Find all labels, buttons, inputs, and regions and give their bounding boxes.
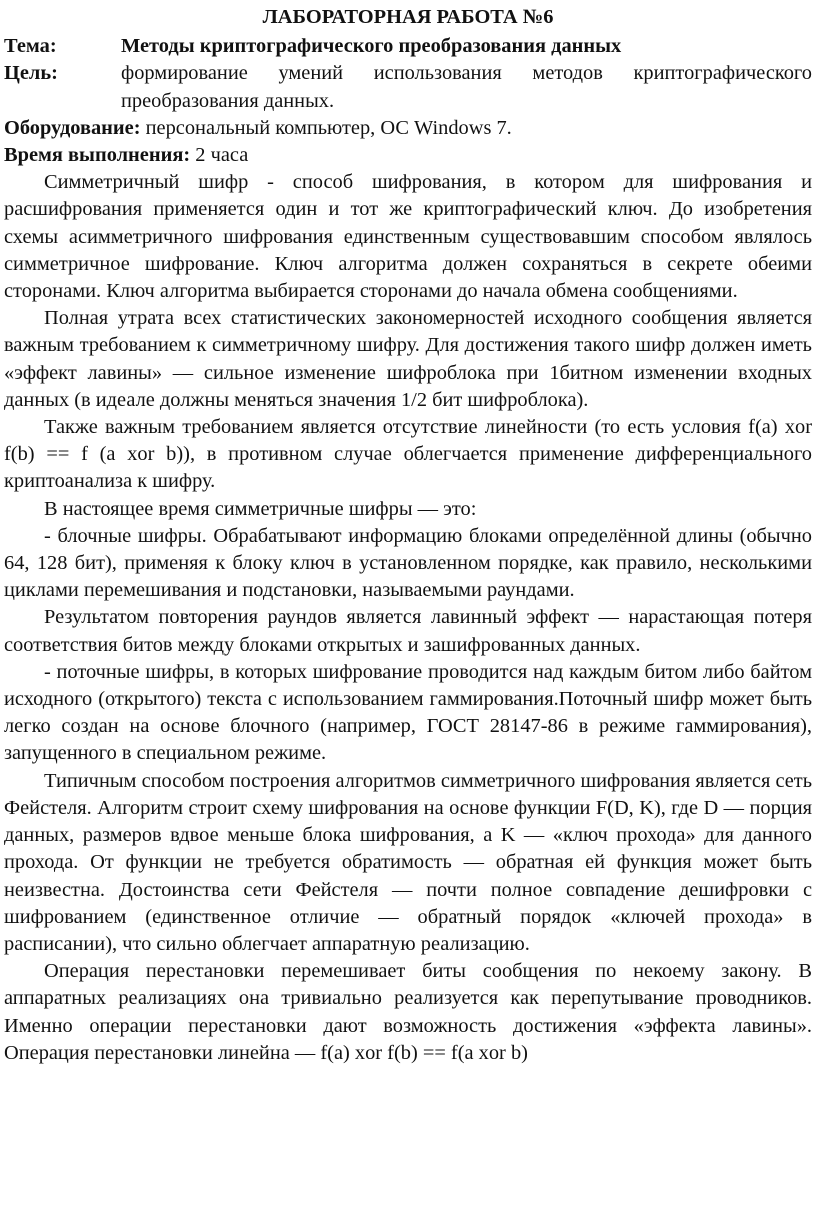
paragraph: В настоящее время симметричные шифры — это: (44, 497, 477, 520)
duration-row (4, 142, 812, 169)
equipment-label: Оборудование: (4, 116, 141, 139)
goal-value: формирование умений использования методов криптографического преобразования данных. (121, 62, 812, 112)
duration-label: Время выполнения: (4, 144, 191, 167)
paragraph: Также важным требованием является отсутствие линейности (то есть условия f(a) xor f(b) == f (a xor b)), в противном случае облегчается применение дифференциального криптоанализа к шифру. (4, 416, 812, 493)
equipment-value: персональный компьютер, ОС Windows 7. (145, 116, 512, 139)
paragraph: - блочные шифры. Обрабатывают информацию блоками определённой длины (обычно 64, 128 бит), применяя к блоку ключ в установленном порядке, как правило, несколькими циклами перемешивания и подстановки, называемыми раундами. (4, 524, 812, 602)
duration-value: 2 часа (195, 144, 249, 167)
topic-value: Методы криптографического преобразования данных (121, 35, 622, 58)
document-page (4, 4, 812, 1067)
topic-row (4, 33, 812, 60)
topic-label: Тема: (4, 35, 57, 58)
page-title: ЛАБОРАТОРНАЯ РАБОТА №6 (262, 6, 554, 28)
paragraph: Типичным способом построения алгоритмов симметричного шифрования является сеть Фейстеля. Алгоритм строит схему шифрования на основе функции F(D, K), где D — порция данных, размеров вдвое меньше блока шифрования, а K — «ключ прохода» для данного прохода. От функции не требуется обратимость — обратная ей функция может быть неизвестна. Достоинства сети Фейстеля — почти полное совпадение дешифровки с шифрованием (единственное отличие — обратный порядок «ключей прохода» в расписании), что сильно облегчает аппаратную реализацию. (4, 769, 812, 955)
equipment-row (4, 115, 812, 142)
paragraph: - поточные шифры, в которых шифрование проводится над каждым битом либо байтом исходного (открытого) текста с использованием гаммирования.Поточный шифр может быть легко создан на основе блочного (например, ГОСТ 28147-86 в режиме гаммирования), запущенного в специальном режиме. (4, 660, 812, 765)
paragraph: Полная утрата всех статистических закономерностей исходного сообщения является важным требованием к симметричному шифру. Для достижения такого шифр должен иметь «эффект лавины» — сильное изменение шифроблока при 1битном изменении входных данных (в идеале должны меняться значения 1/2 бит шифроблока). (4, 307, 812, 411)
paragraph: Результатом повторения раундов является лавинный эффект — нарастающая потеря соответствия битов между блоками открытых и зашифрованных данных. (4, 606, 812, 656)
goal-label: Цель: (4, 62, 58, 85)
goal-row (4, 60, 812, 114)
paragraph: Операция перестановки перемешивает биты сообщения по некоему закону. В аппаратных реализациях она тривиально реализуется как перепутывание проводников. Именно операции перестановки дают возможность достижения «эффекта лавины». Операция перестановки линейна — f(a) xor f(b) == f(a xor b) (4, 960, 812, 1064)
paragraph: Симметричный шифр - способ шифрования, в котором для шифрования и расшифрования применяется один и тот же криптографический ключ. До изобретения схемы асимметричного шифрования единственным существовавшим способом являлось симметричное шифрование. Ключ алгоритма должен сохраняться в секрете обеими сторонами. Ключ алгоритма выбирается сторонами до начала обмена сообщениями. (4, 171, 812, 303)
